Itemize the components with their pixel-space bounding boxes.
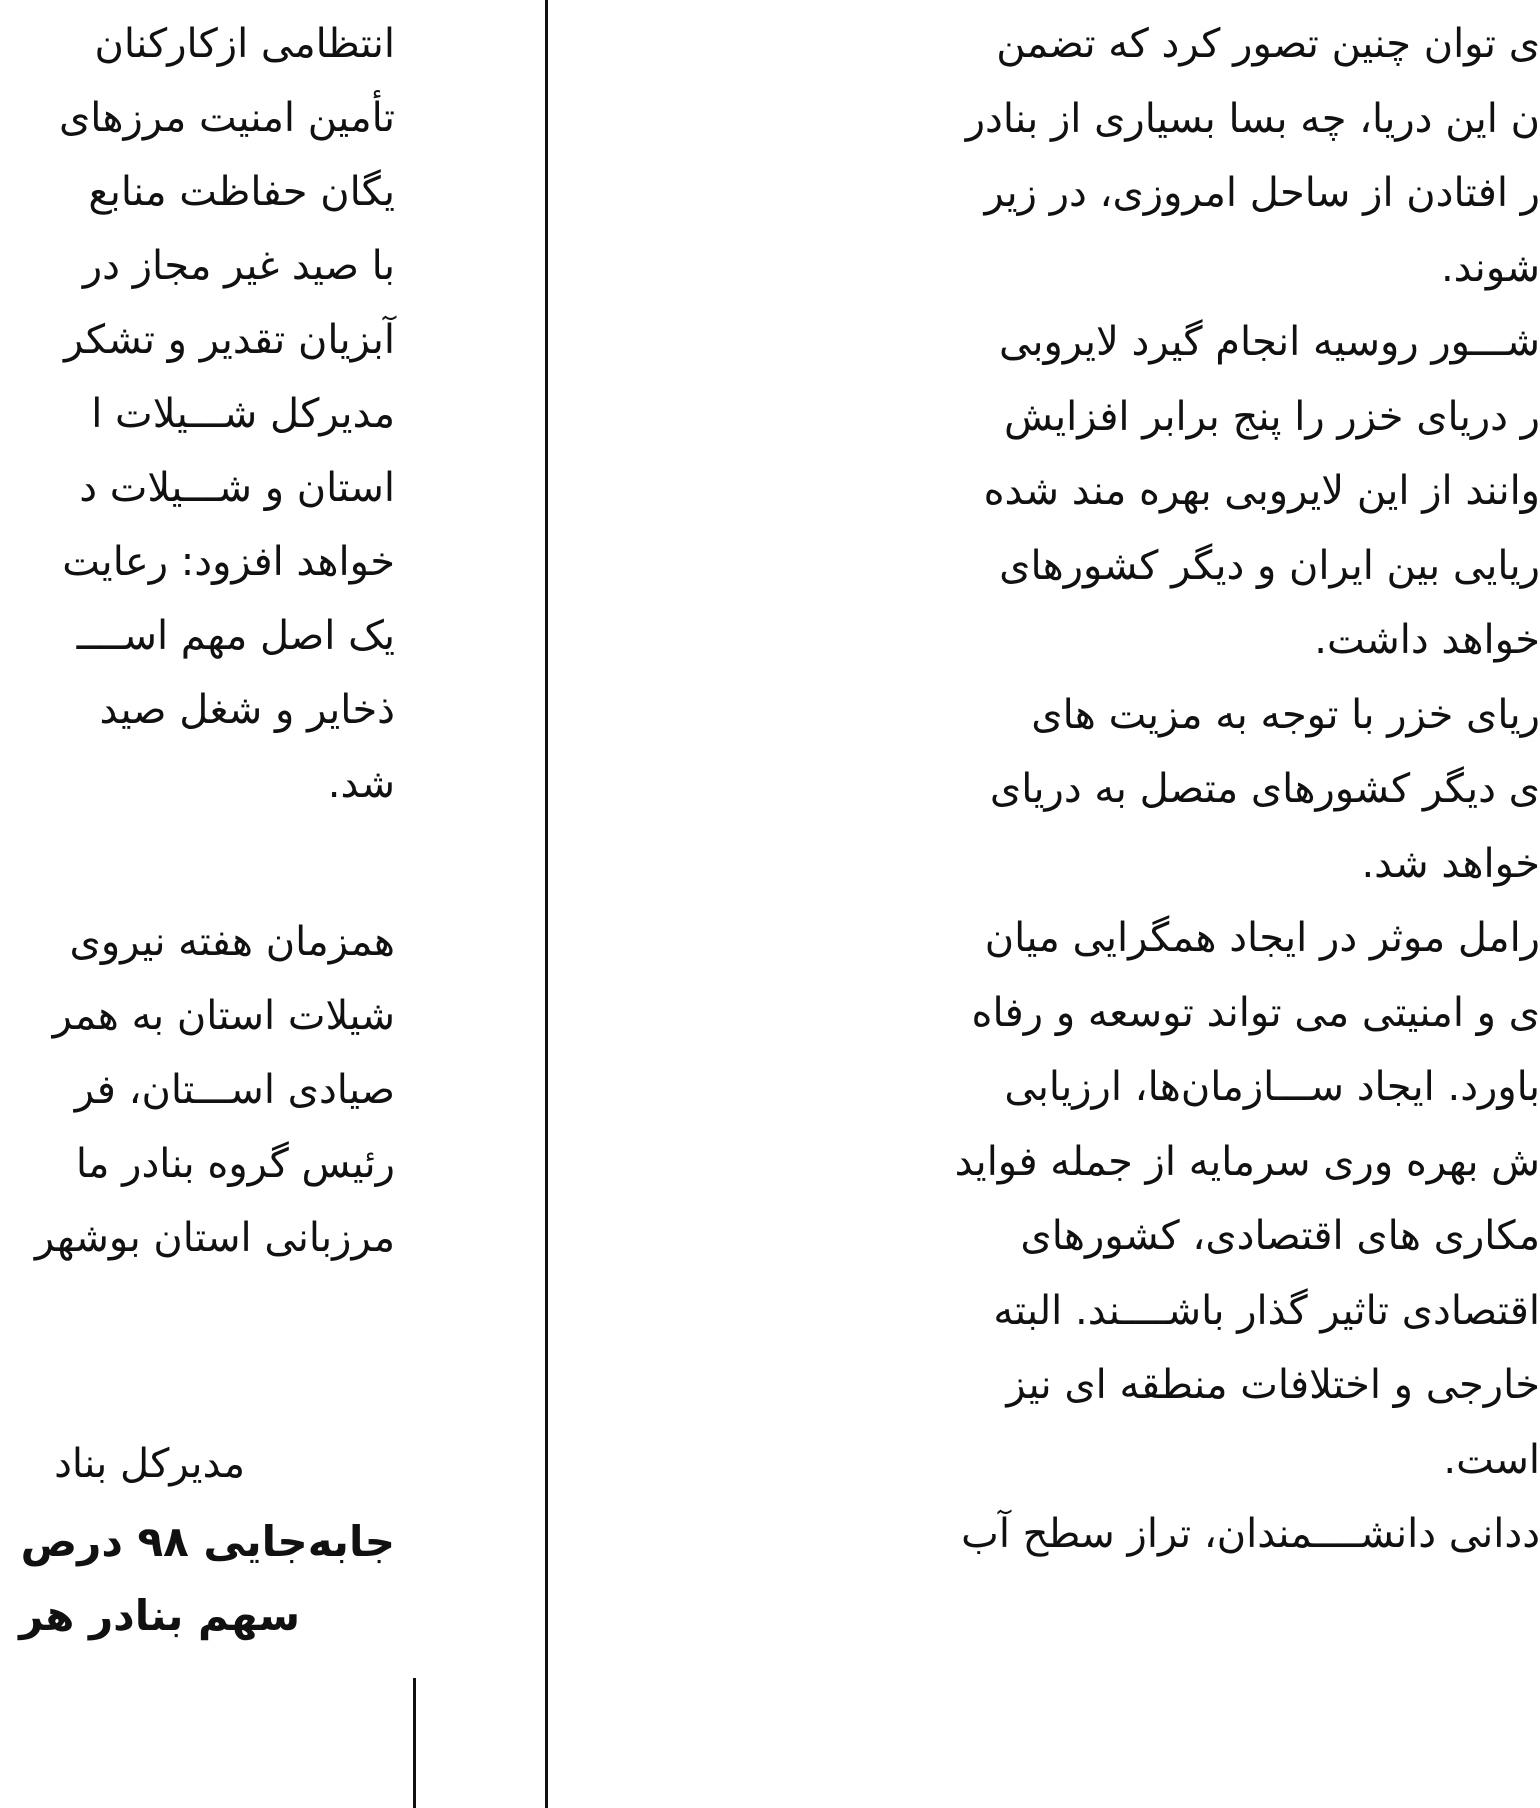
left-body-line: تأمین امنیت مرزهای (58, 95, 395, 141)
article-headline: جابه‌جایی ۹۸ درص (20, 1517, 395, 1566)
article-subhead: مدیرکل بناد (54, 1441, 245, 1487)
right-body-line: شـــور روسیه انجام گیرد لایروبی (999, 319, 1540, 365)
headline-rule (413, 1678, 416, 1808)
right-body-line: ش بهره وری سرمایه از جمله فواید (954, 1139, 1540, 1185)
left-body-line: استان و شـــیلات د (79, 465, 395, 511)
right-body-line: اقتصادی تاثیر گذار باشــــند. البته (993, 1288, 1540, 1334)
left-body-line: صیادی اســـتان، فر (74, 1067, 395, 1113)
right-body-line: خارجی و اختلافات منطقه ای نیز (1006, 1362, 1540, 1408)
right-body-line: رامل موثر در ایجاد همگرایی میان (984, 915, 1540, 961)
right-body-line: ی دیگر کشورهای متصل به دریای (989, 766, 1540, 812)
left-body-line: شد. (327, 761, 395, 807)
right-body-line: است. (1443, 1437, 1540, 1483)
right-body-line: ریایی بین ایران و دیگر کشورهای (999, 543, 1540, 589)
left-body-line: انتظامی ازکارکنان (94, 21, 395, 67)
right-body-line: ن این دریا، چه بسا بسیاری از بنادر (965, 96, 1540, 142)
right-body-line: خواهد داشت. (1314, 617, 1540, 663)
right-body-line: ریای خزر با توجه به مزیت های (1031, 692, 1540, 738)
left-body-line: با صید غیر مجاز در (82, 243, 395, 289)
right-body-line: ددانی دانشــــمندان، تراز سطح آب (961, 1511, 1540, 1557)
left-body-line: ذخایر و شغل صید (99, 687, 395, 733)
left-body-line: یگان حفاظت منابع (88, 169, 395, 215)
right-body-line: خواهد شد. (1361, 841, 1540, 887)
right-body-line: ی و امنیتی می تواند توسعه و رفاه (971, 990, 1540, 1036)
left-column-clip (0, 0, 395, 1808)
left-body-line: همزمان هفته نیروی (69, 919, 395, 965)
right-body-line: مکاری های اقتصادی، کشورهای (1020, 1213, 1540, 1259)
right-body-line: باورد. ایجاد ســـازمان‌ها، ارزیابی (1004, 1064, 1540, 1110)
left-body-line: مرزبانی استان بوشهر (34, 1215, 395, 1261)
left-body-line: خواهد افزود: رعایت (62, 539, 395, 585)
left-body-line: شیلات استان به همر (52, 993, 395, 1039)
article-headline-line-2: سهم بنادر هر (19, 1591, 300, 1640)
right-body-line: وانند از این لایروبی بهره مند شده (983, 468, 1540, 514)
right-body-line: ر دریای خزر را پنج برابر افزایش (1004, 394, 1540, 440)
right-body-line: شوند. (1440, 245, 1540, 291)
left-body-line: مدیرکل شـــیلات ا (91, 391, 395, 437)
right-column-clip (790, 0, 1540, 1808)
left-body-line: یک اصل مهم اســــ (76, 613, 395, 659)
right-body-line: ر افتادن از ساحل امروزی، در زیر (984, 170, 1540, 216)
left-body-line: رئیس گروه بنادر ما (75, 1141, 395, 1187)
left-body-line: آبزیان تقدیر و تشکر (63, 317, 395, 363)
right-body-line: ی توان چنین تصور کرد که تضمن (996, 21, 1540, 67)
column-divider (545, 0, 548, 1808)
